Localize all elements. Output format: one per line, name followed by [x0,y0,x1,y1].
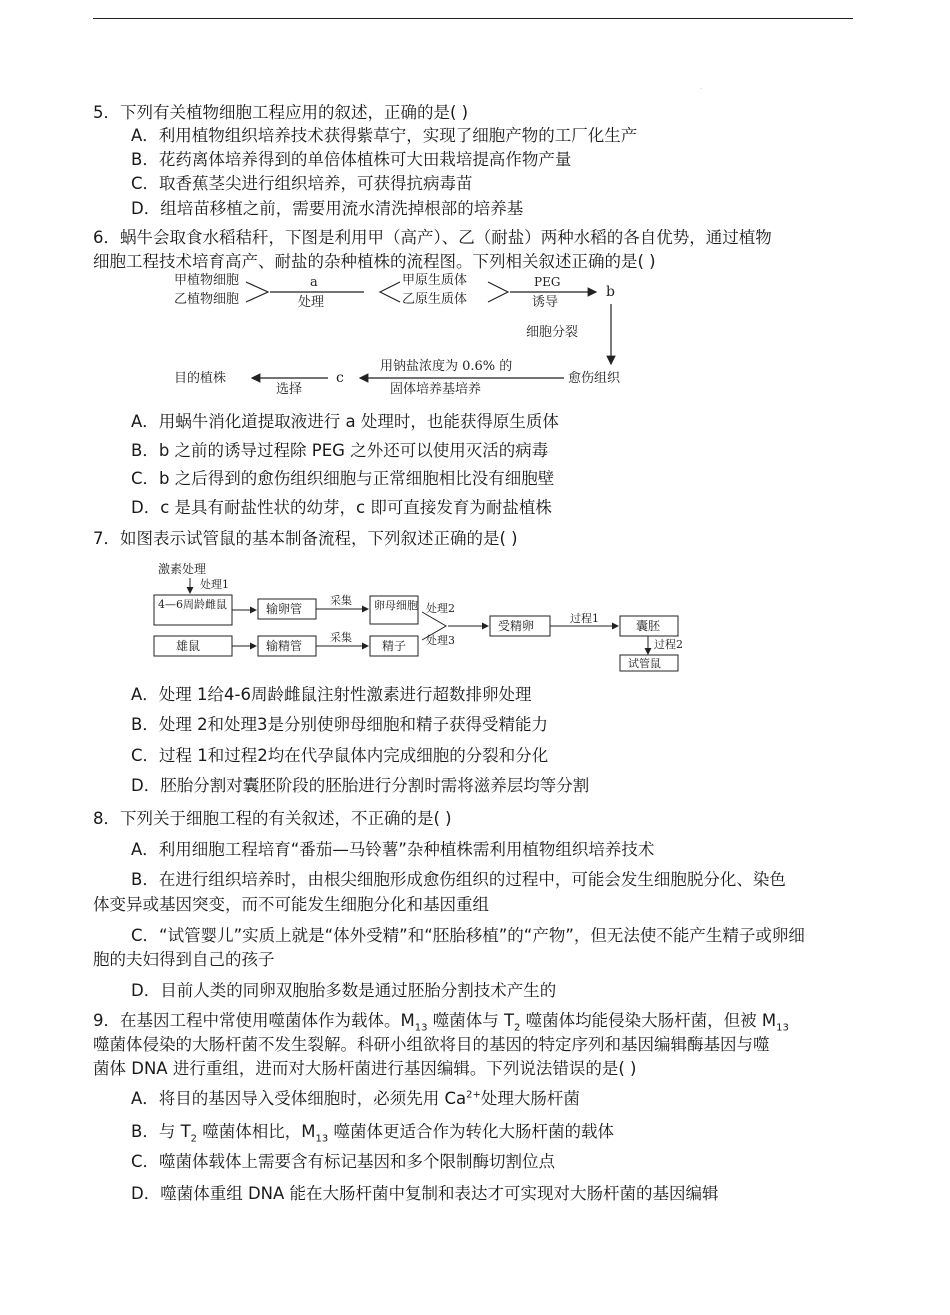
q9-sub-m13-b: 13 [776,1022,789,1034]
q6-label-c: c [336,370,344,386]
q6-proto-b: 乙原生质体 [402,292,468,307]
q7-t2: 处理2 [426,602,455,615]
q9-option-b [131,1121,614,1143]
q9-option-c: C．噬菌体载体上需要含有标记基因和多个限制酶切割位点 [131,1152,556,1171]
q6-plant-a: 甲植物细胞 [174,273,240,288]
q7-collect-1: 采集 [330,594,352,607]
q7-test-mouse: 试管鼠 [628,657,661,670]
q7-t3: 处理3 [426,634,455,647]
q7-oviduct: 输卵管 [266,602,303,616]
q9-opt-b-sub-m13: 13 [315,1133,329,1145]
q9-stem-line1 [93,1010,789,1032]
q9-option-a [131,1088,580,1110]
q6-callus: 愈伤组织 [568,371,621,386]
q7-vas: 输精管 [266,639,303,653]
q7-female: 4—6周龄雌鼠 [158,598,227,611]
q7-p1: 过程1 [570,612,599,625]
q9-opt-a-text-2: 处理大肠杆菌 [480,1089,580,1108]
q7-option-d: D．胚胎分割对囊胚阶段的胚胎进行分割时需将滋养层均等分割 [131,776,590,795]
q7-option-a: A．处理 1给4-6周龄雌鼠注射性激素进行超数排卵处理 [131,685,532,704]
q8-stem: 8．下列关于细胞工程的有关叙述，不正确的是( ) [93,809,452,828]
q6-stem-line2: 细胞工程技术培育高产、耐盐的杂种植株的流程图。下列相关叙述正确的是( ) [93,252,656,271]
q5-option-a: A．利用植物组织培养技术获得紫草宁，实现了细胞产物的工厂化生产 [131,126,638,145]
header-rule [93,18,853,19]
q5-option-c: C．取香蕉茎尖进行组织培养，可获得抗病毒苗 [131,174,473,193]
q6-label-induce: 诱导 [532,295,559,310]
q7-collect-2: 采集 [330,631,352,644]
q6-option-a: A．用蜗牛消化道提取液进行 a 处理时，也能获得原生质体 [131,412,559,431]
q7-t1: 处理1 [200,578,229,591]
q5-option-b: B．花药离体培养得到的单倍体植株可大田栽培提高作物产量 [131,150,572,169]
q7-oocyte: 卵母细胞 [374,599,418,612]
q6-merge-bracket-2 [488,282,508,302]
q7-option-b: B．处理 2和处理3是分别使卵母细胞和精子获得受精能力 [131,715,549,734]
q9-text-2: 噬菌体与 T [427,1011,515,1030]
q7-zygote: 受精卵 [498,619,535,633]
q6-merge-bracket-1 [246,282,268,302]
q8-option-a: A．利用细胞工程培育“番茄—马铃薯”杂种植株需利用植物组织培养技术 [131,840,655,859]
q6-split-bracket [380,282,400,302]
q9-sub-m13: 13 [414,1022,428,1034]
q8-option-b-line2: 体变异或基因突变，而不可能发生细胞分化和基因重组 [93,895,489,914]
q9-stem-line2: 噬菌体侵染的大肠杆菌不发生裂解。科研小组欲将目的基因的特定序列和基因编辑酶基因与噬 [93,1035,770,1054]
q6-flowchart [168,270,658,395]
q9-option-d: D．噬菌体重组 DNA 能在大肠杆菌中复制和表达才可实现对大肠杆菌的基因编辑 [131,1184,719,1203]
q9-opt-b-text-2: 噬菌体相比，M [197,1122,316,1141]
q9-opt-b-text: B．与 T [131,1122,191,1141]
q6-label-a: a [310,275,318,290]
q9-sub-t2: 2 [514,1022,521,1034]
q7-sperm: 精子 [382,639,407,653]
q8-option-d: D．目前人类的同卵双胞胎多数是通过胚胎分割技术产生的 [131,981,557,1000]
q7-male: 雄鼠 [176,639,201,653]
q7-p2: 过程2 [654,638,683,651]
q7-flowchart [150,560,710,672]
q7-option-c: C．过程 1和过程2均在代孕鼠体内完成细胞的分裂和分化 [131,746,549,765]
q6-option-d: D．c 是具有耐盐性状的幼芽，c 即可直接发育为耐盐植株 [131,498,552,517]
q9-opt-b-sub-t2: 2 [190,1133,198,1145]
q6-label-select: 选择 [276,382,303,395]
q5-stem: 5．下列有关植物细胞工程应用的叙述，正确的是( ) [93,103,469,122]
q7-hormone: 激素处理 [158,562,207,576]
q6-proto-a: 甲原生质体 [402,273,468,288]
q5-option-d: D．组培苗移植之前，需要用流水清洗掉根部的培养基 [131,199,524,218]
q6-option-c: C．b 之后得到的愈伤组织细胞与正常细胞相比没有细胞壁 [131,469,555,488]
q6-plant-b: 乙植物细胞 [174,292,240,307]
q9-opt-a-text: A．将目的基因导入受体细胞时，必须先用 Ca [131,1089,467,1108]
scan-mark: · [700,86,702,93]
q6-label-division: 细胞分裂 [526,325,579,340]
q6-label-peg: PEG [534,275,561,289]
q9-opt-b-text-3: 噬菌体更适合作为转化大肠杆菌的载体 [328,1122,614,1141]
q8-option-c-line1: C．“试管婴儿”实质上就是“体外受精”和“胚胎移植”的“产物”，但无法使不能产生精子或卵细 [131,926,805,945]
q9-sup-ca: 2+ [466,1089,481,1101]
q8-option-c-line2: 胞的夫妇得到自己的孩子 [93,950,275,969]
q6-label-b: b [606,284,615,300]
q9-text-3: 噬菌体均能侵染大肠杆菌，但被 M [520,1011,777,1030]
q6-target-plant: 目的植株 [174,371,227,386]
q9-stem-line3: 菌体 DNA 进行重组，进而对大肠杆菌进行基因编辑。下列说法错误的是( ) [93,1059,637,1078]
q7-blastocyst: 囊胚 [636,619,661,633]
q9-text-1: 9．在基因工程中常使用噬菌体作为载体。M [93,1011,415,1030]
q6-label-salt-1: 用钠盐浓度为 0.6% 的 [380,359,513,374]
q6-option-b: B．b 之前的诱导过程除 PEG 之外还可以使用灭活的病毒 [131,441,549,460]
q6-label-treat: 处理 [298,295,325,310]
q6-label-salt-2: 固体培养基培养 [390,382,482,395]
q6-stem-line1: 6．蜗牛会取食水稻秸秆，下图是利用甲（高产）、乙（耐盐）两种水稻的各自优势，通过植物 [93,228,772,247]
q8-option-b-line1: B．在进行组织培养时，由根尖细胞形成愈伤组织的过程中，可能会发生细胞脱分化、染色 [131,870,786,889]
q7-stem: 7．如图表示试管鼠的基本制备流程，下列叙述正确的是( ) [93,529,518,548]
